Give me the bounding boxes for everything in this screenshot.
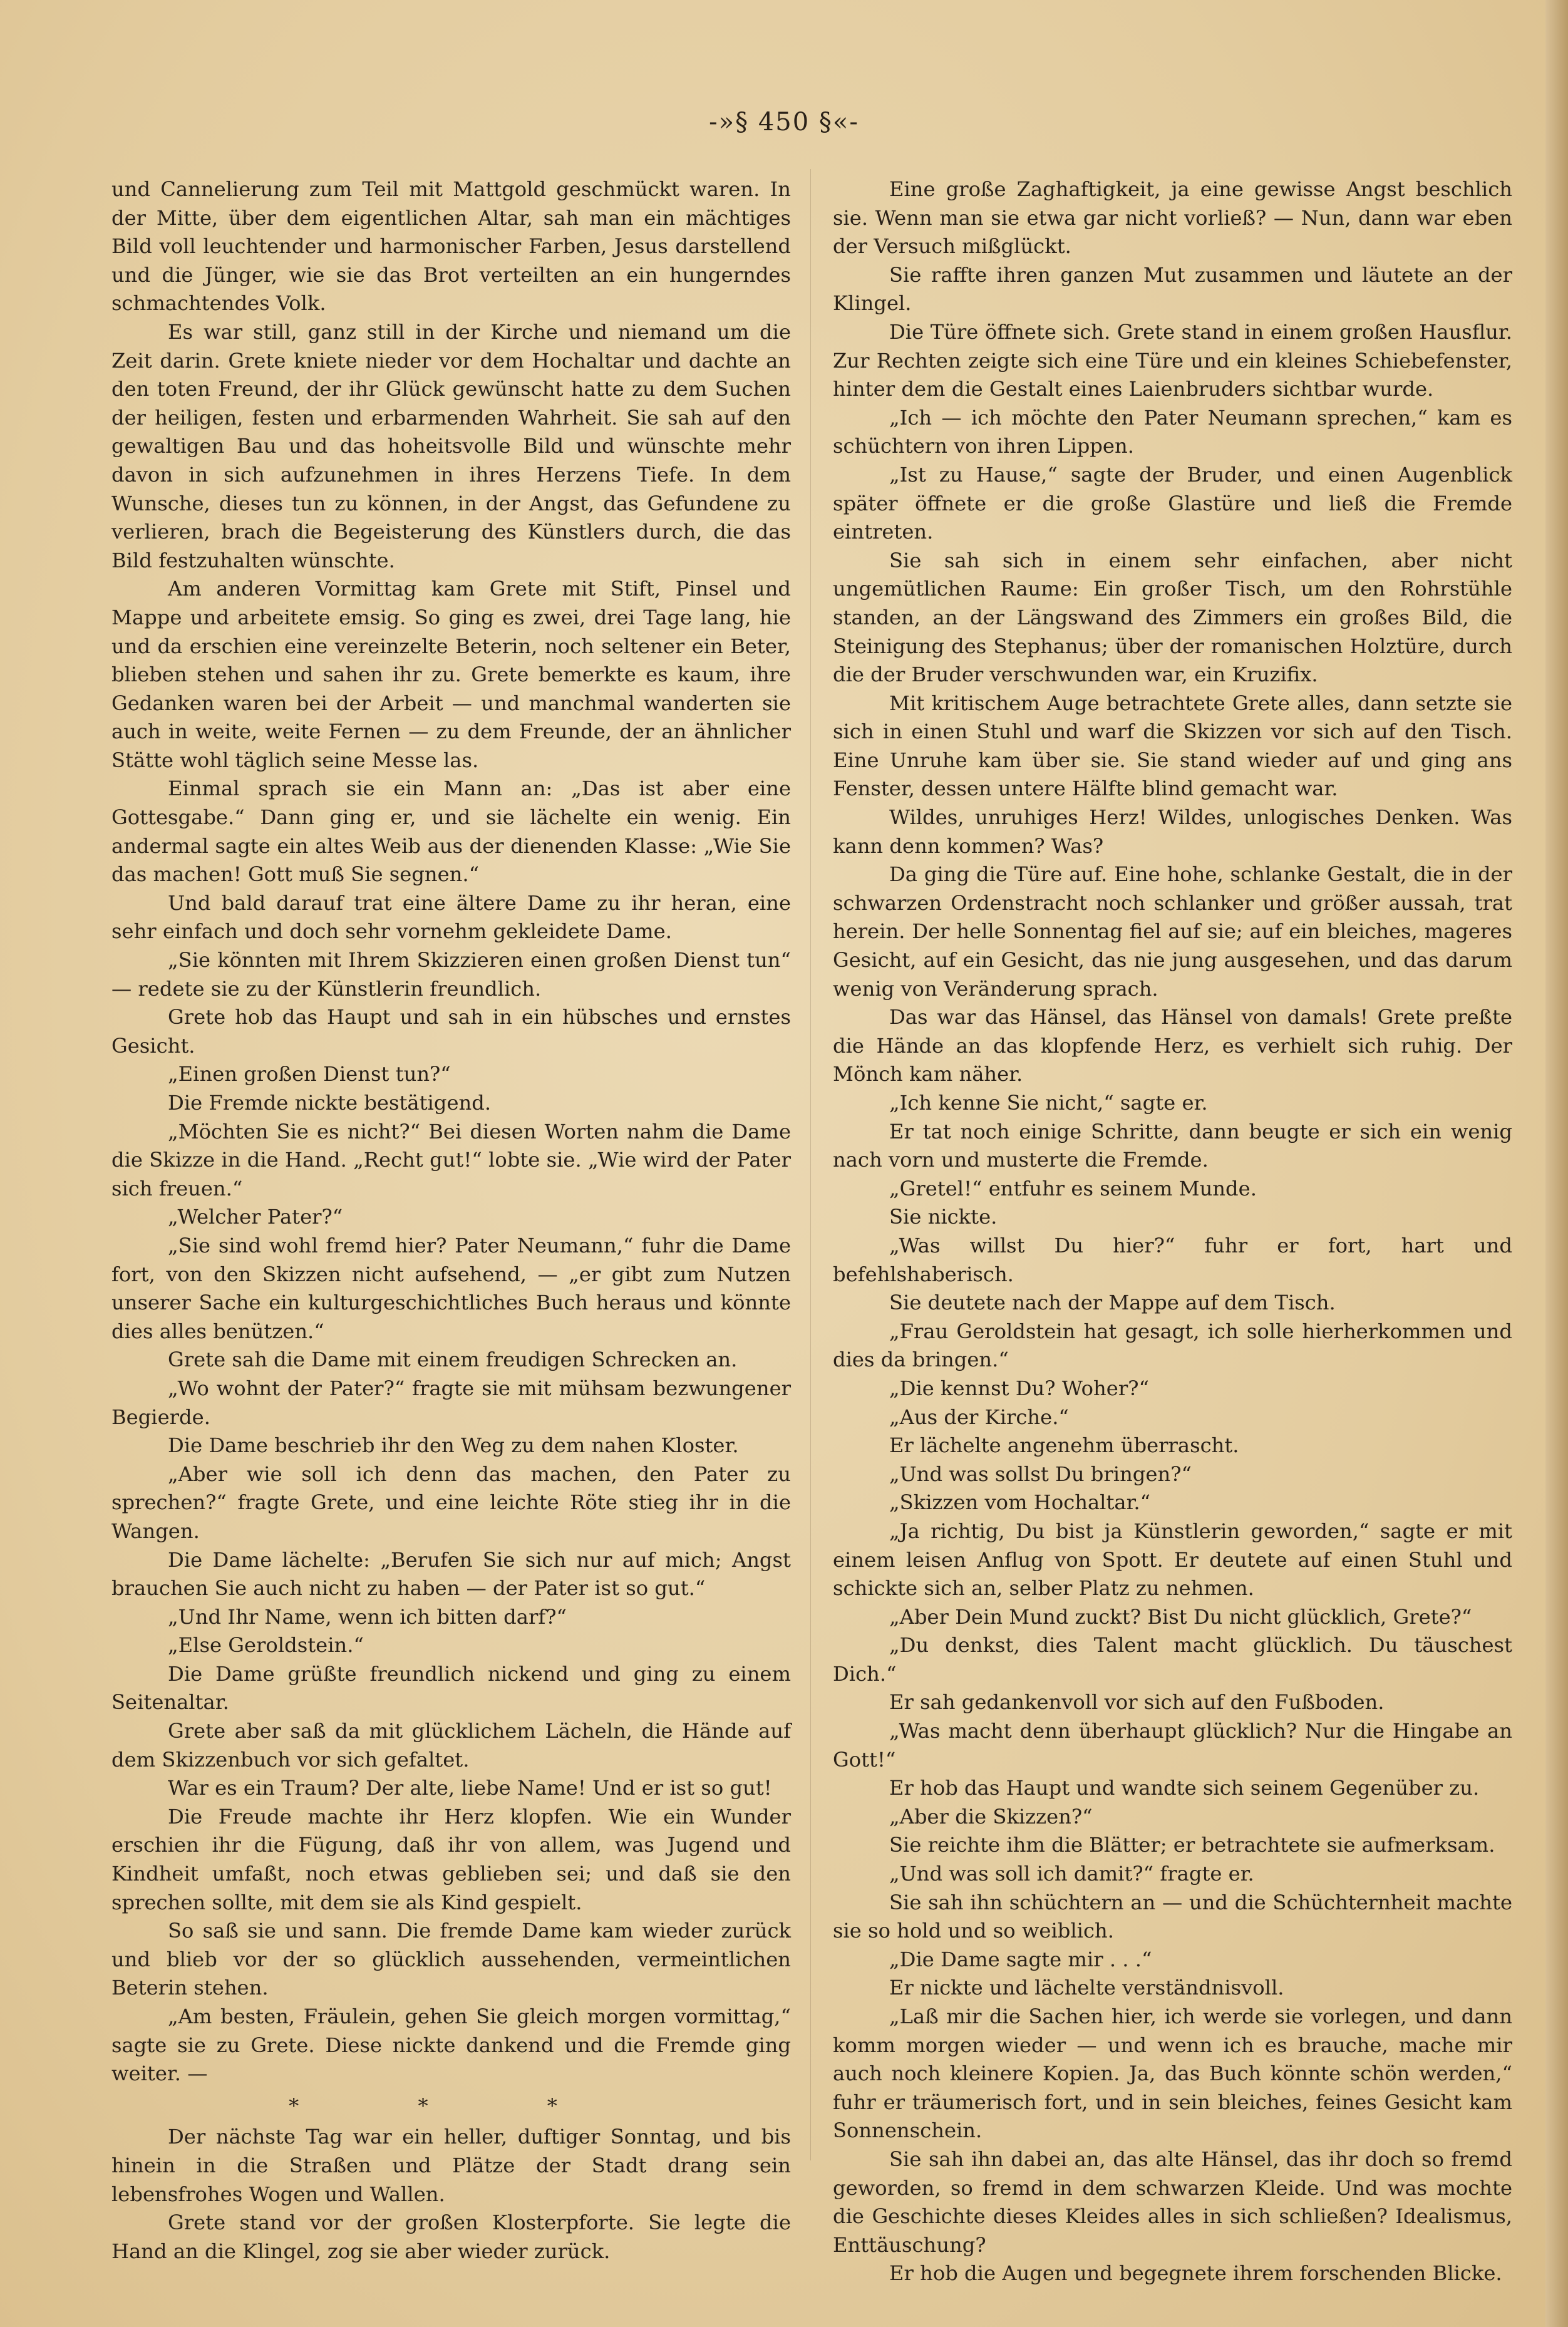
right-column-paragraph: Er nickte und lächelte verständnisvoll. — [889, 1976, 1284, 2000]
left-column-paragraph: „Sie sind wohl fremd hier? Pater Neumann,“ fuhr die Dame fort, von den Skizzen nicht aufsehend, — „er gibt zum Nutzen unserer Sache ein kulturgeschichtliches Buch heraus und könnte dies alles benützen.“ — [111, 1233, 791, 1343]
right-column-paragraph: „Gretel!“ entfuhr es seinem Munde. — [889, 1176, 1257, 1200]
right-column-paragraph: „Die kennst Du? Woher?“ — [889, 1376, 1149, 1400]
right-column-paragraph: „Frau Geroldstein hat gesagt, ich solle hierherkommen und dies da bringen.“ — [833, 1319, 1512, 1372]
left-column-paragraph: Grete hob das Haupt und sah in ein hübsches und ernstes Gesicht. — [111, 1005, 791, 1058]
right-column-paragraph: „Aber die Skizzen?“ — [889, 1804, 1093, 1829]
left-column-paragraph: Es war still, ganz still in der Kirche und niemand um die Zeit darin. Grete kniete nieder vor dem Hochaltar und dachte an den toten Freund, der ihr Glück gewünscht hatte zu dem Suchen der heiligen, festen und erbarmenden Wahrheit. Sie sah auf den gewaltigen Bau und das hoheitsvolle Bild und wünschte mehr davon in sich aufzunehmen in ihres Herzens Tiefe. In dem Wunsche, dieses tun zu können, in der Angst, das Gefundene zu verlieren, brach die Begeisterung des Künstlers durch, die das Bild festzuhalten wünschte. — [111, 319, 791, 572]
right-column-paragraph: „Ist zu Hause,“ sagte der Bruder, und einen Augenblick später öffnete er die große Glastüre und ließ die Fremde eintreten. — [833, 462, 1512, 544]
right-column-paragraph: Das war das Hänsel, das Hänsel von damals! Grete preßte die Hände an das klopfende Herz, es verhielt sich ruhig. Der Mönch kam näher. — [833, 1005, 1512, 1086]
left-column-paragraph: Die Dame beschrieb ihr den Weg zu dem nahen Kloster. — [168, 1433, 739, 1458]
right-column-paragraph: „Was willst Du hier?“ fuhr er fort, hart und befehlshaberisch. — [833, 1233, 1512, 1286]
left-column-paragraph: „Wo wohnt der Pater?“ fragte sie mit mühsam bezwungener Begierde. — [111, 1376, 791, 1429]
left-column — [111, 175, 791, 2266]
right-column-paragraph: „Laß mir die Sachen hier, ich werde sie vorlegen, und dann komm morgen wieder — und wenn ich es brauche, mache mir auch noch kleinere Kopien. Ja, das Buch könnte schön werden,“ fuhr er träumerisch fort, und in sein bleiches, feines Gesicht kam Sonnenschein. — [833, 2005, 1512, 2143]
left-column-paragraph: und Cannelierung zum Teil mit Mattgold geschmückt waren. In der Mitte, über dem eigentlichen Altar, sah man ein mächtiges Bild voll leuchtender und harmonischer Farben, Jesus darstellend und die Jünger, wie sie das Brot verteilten an ein hungerndes schmachtendes Volk. — [111, 177, 791, 316]
left-column-paragraph: War es ein Traum? Der alte, liebe Name! Und er ist so gut! — [168, 1776, 772, 1800]
right-column-paragraph: „Ich kenne Sie nicht,“ sagte er. — [889, 1091, 1208, 1115]
right-column-paragraph: Sie nickte. — [889, 1205, 998, 1229]
right-column-paragraph: „Und was soll ich damit?“ fragte er. — [889, 1862, 1254, 1886]
page-number-header — [0, 108, 1568, 137]
right-column-paragraph: Die Türe öffnete sich. Grete stand in einem großen Hausflur. Zur Rechten zeigte sich eine Türe und ein kleines Schiebefenster, hinter dem die Gestalt eines Laienbruders sichtbar wurde. — [833, 319, 1512, 401]
right-column-paragraph: Da ging die Türe auf. Eine hohe, schlanke Gestalt, die in der schwarzen Ordenstracht noch schlanker und größer aussah, trat herein. Der helle Sonnentag fiel auf sie; auf ein bleiches, mageres Gesicht, auf ein Gesicht, das nie jung ausgesehen, und das darum wenig von Veränderung sprach. — [833, 862, 1512, 1001]
left-column-paragraph: „Am besten, Fräulein, gehen Sie gleich morgen vormittag,“ sagte sie zu Grete. Diese nickte dankend und die Fremde ging weiter. — — [111, 2005, 791, 2086]
left-column-paragraph: Und bald darauf trat eine ältere Dame zu ihr heran, eine sehr einfach und doch sehr vornehm gekleidete Dame. — [111, 890, 791, 944]
right-column-paragraph: Sie reichte ihm die Blätter; er betrachtete sie aufmerksam. — [889, 1833, 1495, 1857]
left-column-paragraph: Die Dame lächelte: „Berufen Sie sich nur auf mich; Angst brauchen Sie auch nicht zu haben — der Pater ist so gut.“ — [111, 1547, 791, 1601]
page-ornament-left: -»§ — [709, 108, 750, 137]
right-column-paragraph: Eine große Zaghaftigkeit, ja eine gewisse Angst beschlich sie. Wenn man sie etwa gar nicht vorließ? — Nun, dann war eben der Versuch mißglückt. — [833, 177, 1512, 259]
right-column — [833, 175, 1512, 2288]
right-column-paragraph: Er sah gedankenvoll vor sich auf den Fußboden. — [889, 1690, 1385, 1715]
page-ornament-right: §«- — [818, 108, 859, 137]
right-column-paragraph: „Was macht denn überhaupt glücklich? Nur die Hingabe an Gott!“ — [833, 1719, 1512, 1772]
left-column-paragraph: Am anderen Vormittag kam Grete mit Stift, Pinsel und Mappe und arbeitete emsig. So ging es zwei, drei Tage lang, hie und da erschien eine vereinzelte Beterin, noch seltener ein Beter, blieben stehen und sahen ihr zu. Grete bemerkte es kaum, ihre Gedanken waren bei der Arbeit — und manchmal wanderten sie auch in weite, weite Fernen — zu dem Freunde, der an ähnlicher Stätte wohl täglich seine Messe las. — [111, 577, 791, 772]
left-column-paragraph: Grete stand vor der großen Klosterpforte. Sie legte die Hand an die Klingel, zog sie aber wieder zurück. — [111, 2211, 791, 2263]
page-number: 450 — [758, 108, 810, 137]
left-column-paragraph: „Einen großen Dienst tun?“ — [168, 1062, 451, 1086]
right-column-paragraph: Wildes, unruhiges Herz! Wildes, unlogisches Denken. Was kann denn kommen? Was? — [833, 805, 1512, 858]
right-column-paragraph: Er hob die Augen und begegnete ihrem forschenden Blicke. — [889, 2261, 1502, 2286]
left-column-paragraph: Einmal sprach sie ein Mann an: „Das ist aber eine Gottesgabe.“ Dann ging er, und sie lächelte ein wenig. Ein andermal sagte ein altes Weib aus der dienenden Klasse: „Wie Sie das machen! Gott muß Sie segnen.“ — [111, 777, 791, 887]
right-column-paragraph: Sie raffte ihren ganzen Mut zusammen und läutete an der Klingel. — [833, 262, 1512, 316]
right-column-paragraph: Sie sah sich in einem sehr einfachen, aber nicht ungemütlichen Raume: Ein großer Tisch, um den Rohrstühle standen, an der Längswand des Zimmers ein großes Bild, die Steinigung des Stephanus; über der romanischen Holztüre, durch die der Bruder verschwunden war, ein Kruzifix. — [833, 548, 1512, 687]
right-column-paragraph: Er lächelte angenehm überrascht. — [889, 1433, 1239, 1458]
left-column-paragraph: „Else Geroldstein.“ — [168, 1633, 364, 1658]
left-column-paragraph: „Welcher Pater?“ — [168, 1205, 343, 1229]
right-column-paragraph: Er hob das Haupt und wandte sich seinem Gegenüber zu. — [889, 1776, 1480, 1800]
right-column-paragraph: „Ja richtig, Du bist ja Künstlerin geworden,“ sagte er mit einem leisen Anflug von Spott. Er deutete auf einen Stuhl und schickte sich an, selber Platz zu nehmen. — [833, 1519, 1512, 1601]
left-column-paragraph: Der nächste Tag war ein heller, duftiger Sonntag, und bis hinein in die Straßen und Plätze der Stadt drang sein lebensfrohes Wogen und Wallen. — [111, 2125, 791, 2206]
right-column-paragraph: „Aber Dein Mund zuckt? Bist Du nicht glücklich, Grete?“ — [889, 1604, 1472, 1629]
right-column-paragraph: „Die Dame sagte mir . . .“ — [889, 1947, 1152, 1971]
page-binding-edge — [1545, 0, 1568, 2327]
right-column-paragraph: „Aus der Kirche.“ — [889, 1405, 1069, 1429]
left-column-paragraph: „Möchten Sie es nicht?“ Bei diesen Worten nahm die Dame die Skizze in die Hand. „Recht gut!“ lobte sie. „Wie wird der Pater sich freuen.“ — [111, 1119, 791, 1200]
right-column-paragraph: „Du denkst, dies Talent macht glücklich. Du täuschest Dich.“ — [833, 1633, 1512, 1686]
left-column-paragraph: Grete aber saß da mit glücklichem Lächeln, die Hände auf dem Skizzenbuch vor sich gefaltet. — [111, 1719, 791, 1772]
right-column-paragraph: „Skizzen vom Hochaltar.“ — [889, 1490, 1151, 1515]
column-divider — [810, 169, 811, 2160]
left-column-paragraph: „Sie könnten mit Ihrem Skizzieren einen großen Dienst tun“ — redete sie zu der Künstlerin freundlich. — [111, 948, 791, 1001]
right-column-paragraph: „Ich — ich möchte den Pater Neumann sprechen,“ kam es schüchtern von ihren Lippen. — [833, 405, 1512, 458]
left-column-paragraph: Die Fremde nickte bestätigend. — [168, 1091, 492, 1115]
right-column-paragraph: Sie sah ihn dabei an, das alte Hänsel, das ihr doch so fremd geworden, so fremd in dem schwarzen Kleide. Und was mochte die Geschichte dieses Kleides alles in sich schließen? Idealismus, Enttäuschung? — [833, 2147, 1512, 2257]
left-column-paragraph: * * * — [289, 2093, 614, 2118]
left-column-paragraph: „Aber wie soll ich denn das machen, den Pater zu sprechen?“ fragte Grete, und eine leichte Röte stieg ihr in die Wangen. — [111, 1462, 791, 1543]
right-column-paragraph: „Und was sollst Du bringen?“ — [889, 1462, 1192, 1486]
left-column-paragraph: Die Dame grüßte freundlich nickend und ging zu einem Seitenaltar. — [111, 1661, 791, 1715]
right-column-paragraph: Sie sah ihn schüchtern an — und die Schüchternheit machte sie so hold und so weiblich. — [833, 1890, 1512, 1943]
left-column-paragraph: Grete sah die Dame mit einem freudigen Schrecken an. — [168, 1348, 738, 1372]
right-column-paragraph: Mit kritischem Auge betrachtete Grete alles, dann setzte sie sich in einen Stuhl und warf die Skizzen vor sich auf den Tisch. Eine Unruhe kam über sie. Sie stand wieder auf und ging ans Fenster, dessen untere Hälfte blind gemacht war. — [833, 691, 1512, 801]
right-column-paragraph: Sie deutete nach der Mappe auf dem Tisch. — [889, 1291, 1336, 1315]
right-column-paragraph: Er tat noch einige Schritte, dann beugte er sich ein wenig nach vorn und musterte die Fremde. — [833, 1119, 1512, 1172]
left-column-paragraph: „Und Ihr Name, wenn ich bitten darf?“ — [168, 1604, 567, 1629]
left-column-paragraph: Die Freude machte ihr Herz klopfen. Wie ein Wunder erschien ihr die Fügung, daß ihr von allem, was Jugend und Kindheit umfaßt, noch etwas geblieben sei; und daß sie den sprechen sollte, mit dem sie als Kind gespielt. — [111, 1804, 791, 1914]
left-column-paragraph: So saß sie und sann. Die fremde Dame kam wieder zurück und blieb vor der so glücklich aussehenden, vermeintlichen Beterin stehen. — [111, 1919, 791, 2000]
